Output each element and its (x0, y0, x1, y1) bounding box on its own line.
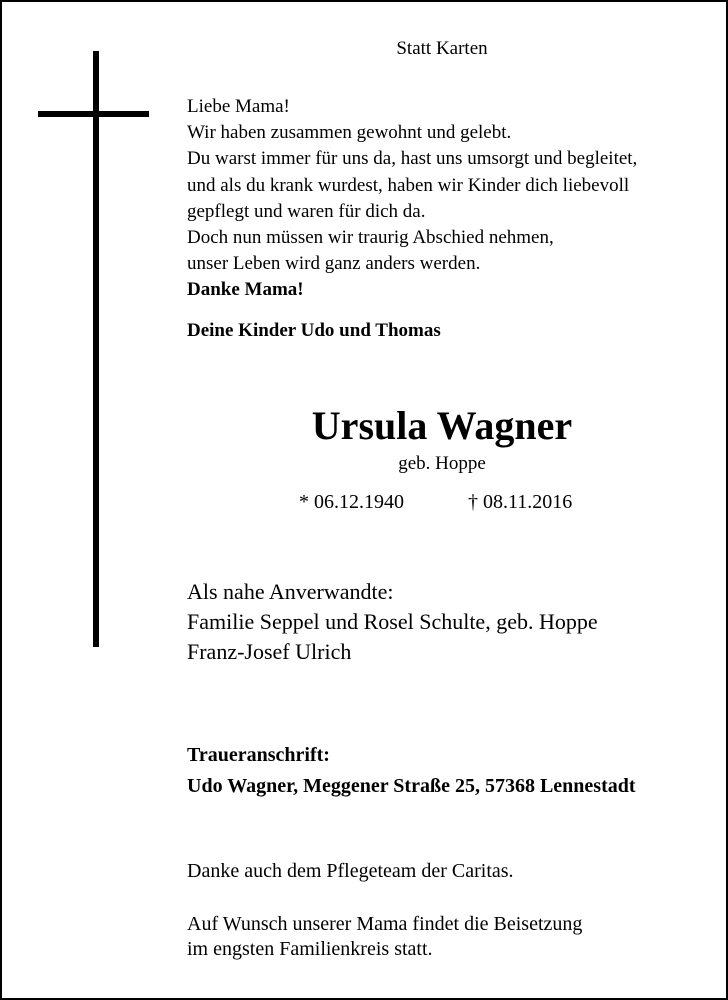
letter-line: Liebe Mama! (187, 96, 290, 117)
letter-line: unser Leben wird ganz anders werden. (187, 253, 481, 275)
signature: Deine Kinder Udo und Thomas (187, 320, 441, 341)
funeral-note-line: im engsten Familienkreis statt. (187, 938, 433, 960)
letter-text (187, 94, 637, 304)
funeral-note (187, 912, 582, 962)
mourning-address: Udo Wagner, Meggener Straße 25, 57368 Lennestadt (187, 775, 636, 797)
maiden-name: geb. Hoppe (398, 453, 486, 474)
deceased-name: Ursula Wagner (311, 403, 573, 448)
header-text: Statt Karten (396, 38, 488, 59)
letter-line: Doch nun müssen wir traurig Abschied nehmen, (187, 227, 554, 249)
letter-line: Wir haben zusammen gewohnt und gelebt. (187, 122, 512, 144)
relative-name: Familie Seppel und Rosel Schulte, geb. Hoppe (187, 609, 598, 634)
relatives-block (187, 577, 598, 667)
cross-icon (93, 51, 99, 647)
death-date: † 08.11.2016 (468, 491, 573, 513)
letter-line: Du warst immer für uns da, hast uns umsorgt und begleitet, (187, 148, 638, 170)
mourning-address-block (187, 740, 636, 802)
thanks-note: Danke auch dem Pflegeteam der Caritas. (187, 860, 514, 882)
cross-icon-crossbar (38, 111, 149, 117)
letter-closing: Danke Mama! (187, 279, 304, 301)
relatives-intro: Als nahe Anverwandte: (187, 579, 394, 604)
birth-date: * 06.12.1940 (299, 491, 404, 513)
letter-line: und als du krank wurdest, haben wir Kinder dich liebevoll (187, 174, 630, 196)
relative-name: Franz-Josef Ulrich (187, 639, 352, 664)
letter-line: gepflegt und waren für dich da. (187, 200, 426, 222)
funeral-note-line: Auf Wunsch unserer Mama findet die Beisetzung (187, 913, 583, 935)
mourning-address-label: Traueranschrift: (187, 744, 330, 766)
